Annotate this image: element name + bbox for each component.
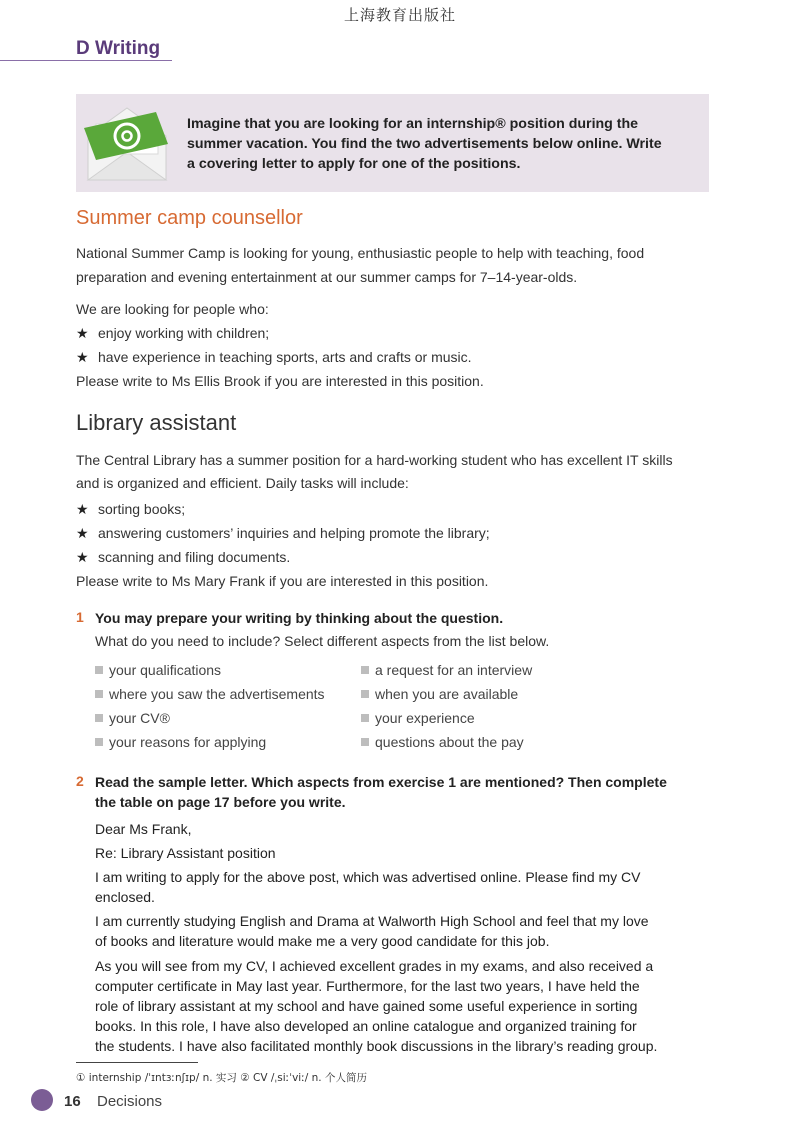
list-item: ★ scanning and filing documents. — [76, 545, 716, 569]
square-bullet-icon — [95, 690, 103, 698]
aspect-option: questions about the pay — [361, 734, 524, 750]
square-bullet-icon — [95, 714, 103, 722]
list-item: ★ answering customers’ inquiries and helping promote the library; — [76, 521, 716, 545]
list-item: ★ sorting books; — [76, 497, 716, 521]
camp-paragraph: preparation and evening entertainment at our summer camps for 7–14-year-olds. — [76, 269, 578, 285]
camp-heading: Summer camp counsellor — [76, 207, 303, 229]
aspect-option: your reasons for applying — [95, 734, 266, 750]
task-line: summer vacation. You find the two advertisements below online. Write — [187, 136, 662, 152]
section-title: D Writing — [76, 38, 161, 59]
library-contact: Please write to Ms Mary Frank if you are interested in this position. — [76, 573, 489, 589]
aspect-option: a request for an interview — [361, 662, 532, 678]
aspect-option: when you are available — [361, 686, 518, 702]
square-bullet-icon — [361, 714, 369, 722]
square-bullet-icon — [95, 666, 103, 674]
exercise-title: Read the sample letter. Which aspects from exercise 1 are mentioned? Then complete the table on page 17 before you write. — [95, 774, 667, 810]
section-divider — [0, 60, 172, 61]
letter-reference: Re: Library Assistant position — [95, 845, 276, 861]
square-bullet-icon — [95, 738, 103, 746]
aspect-option: your experience — [361, 710, 475, 726]
library-heading: Library assistant — [76, 410, 237, 435]
exercise-number: 1 — [76, 609, 84, 625]
aspect-option: your qualifications — [95, 662, 221, 678]
star-icon: ★ — [76, 349, 89, 365]
camp-intro: We are looking for people who: — [76, 301, 269, 317]
camp-contact: Please write to Ms Ellis Brook if you are interested in this position. — [76, 373, 484, 389]
page-number: 16 — [64, 1093, 81, 1110]
list-item: ★ enjoy working with children; — [76, 321, 716, 345]
letter-paragraph: I am currently studying English and Drama at Walworth High School and feel that my love of books and literature would make me a very good candidate for this job. — [95, 913, 649, 949]
exercise-title: You may prepare your writing by thinking about the question. — [95, 610, 504, 626]
exercise-subtitle: What do you need to include? Select different aspects from the list below. — [95, 633, 550, 649]
list-item: ★ have experience in teaching sports, arts and crafts or music. — [76, 345, 716, 369]
aspect-option: your CV® — [95, 710, 170, 726]
page-circle-icon — [31, 1089, 53, 1111]
square-bullet-icon — [361, 666, 369, 674]
exercise-number: 2 — [76, 773, 84, 789]
publisher-header: 上海教育出版社 — [343, 6, 456, 24]
footnote: ① internship /ˈɪntɜːnʃɪp/ n. 实习 ② CV /ˌsiːˈviː/ n. 个人简历 — [76, 1072, 367, 1084]
unit-title: Decisions — [97, 1093, 163, 1110]
star-icon: ★ — [76, 501, 89, 517]
task-line: a covering letter to apply for one of the positions. — [187, 156, 521, 172]
library-paragraph: The Central Library has a summer position for a hard-working student who has excellent IT skills — [76, 452, 673, 468]
square-bullet-icon — [361, 738, 369, 746]
task-instructions — [187, 114, 692, 174]
aspect-option: where you saw the advertisements — [95, 686, 325, 702]
star-icon: ★ — [76, 325, 89, 341]
camp-paragraph: National Summer Camp is looking for young, enthusiastic people to help with teaching, food — [76, 245, 645, 261]
star-icon: ★ — [76, 525, 89, 541]
letter-greeting: Dear Ms Frank, — [95, 821, 192, 837]
star-icon: ★ — [76, 549, 89, 565]
footnote-divider — [76, 1062, 198, 1063]
email-envelope-icon — [82, 100, 172, 186]
letter-paragraph: As you will see from my CV, I achieved excellent grades in my exams, and also received a computer certificate in May last year. Furthermore, for the last two years, I have held the role of library assistant at my school and have gained some useful experience in sorting books. In this role, I have also developed an online catalogue and organized training for the students. I have also facilitated monthly book discussions in the library’s reading group. — [95, 958, 658, 1054]
task-line: Imagine that you are looking for an internship® position during the — [187, 116, 639, 132]
library-paragraph: and is organized and efficient. Daily tasks will include: — [76, 475, 409, 491]
letter-paragraph: I am writing to apply for the above post, which was advertised online. Please find my CV enclosed. — [95, 869, 641, 905]
square-bullet-icon — [361, 690, 369, 698]
